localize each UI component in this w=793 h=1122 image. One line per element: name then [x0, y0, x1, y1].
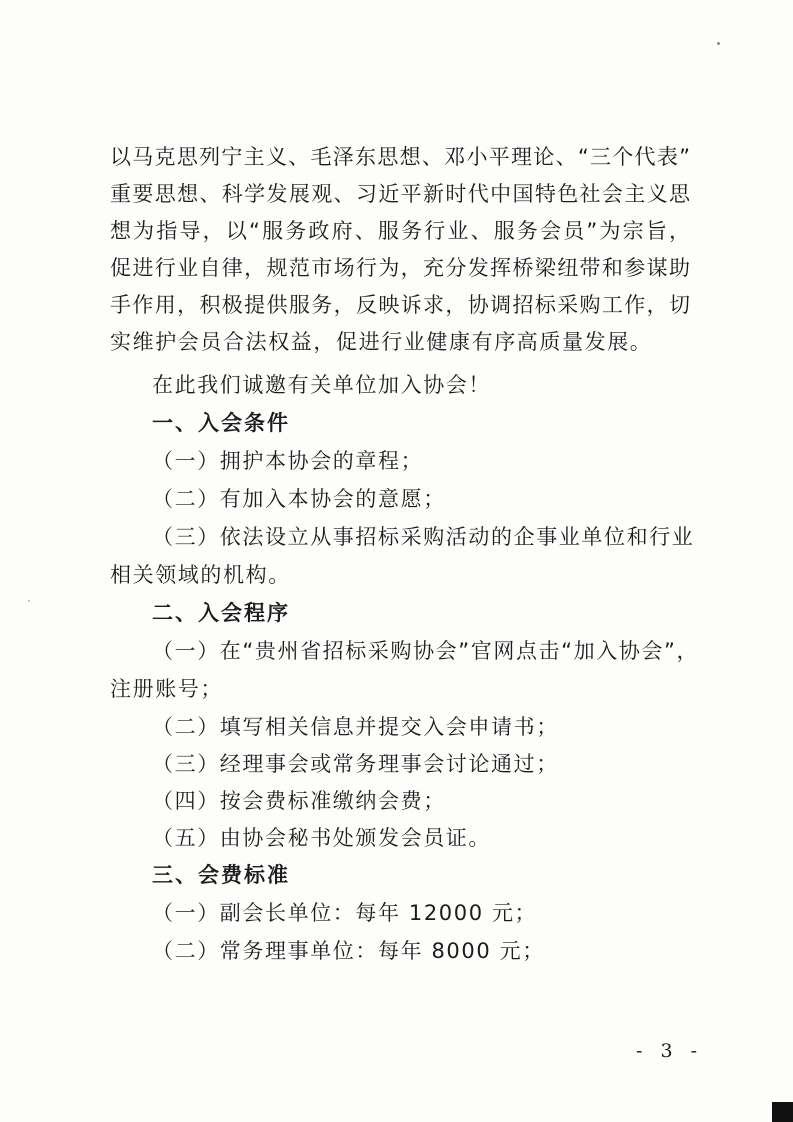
- scan-speck: [717, 42, 720, 45]
- list-item-continuation: 注册账号；: [110, 677, 223, 701]
- paragraph-line: 重要思想、科学发展观、习近平新时代中国特色社会主义思: [110, 182, 690, 206]
- list-item: （二）常务理事单位：每年 8000 元；: [152, 939, 545, 963]
- list-item-continuation: 相关领域的机构。: [110, 563, 291, 587]
- list-item: （五）由协会秘书处颁发会员证。: [152, 826, 491, 850]
- list-item: （一）在“贵州省招标采购协会”官网点击“加入协会”，: [152, 639, 700, 663]
- list-item: （二）填写相关信息并提交入会申请书；: [152, 715, 559, 739]
- list-item: （三）经理事会或常务理事会讨论通过；: [152, 752, 559, 776]
- paragraph-line: 以马克思列宁主义、毛泽东思想、邓小平理论、“三个代表”: [110, 145, 690, 169]
- paragraph-line: 实维护会员合法权益，促进行业健康有序高质量发展。: [110, 330, 653, 354]
- paragraph-line: 手作用，积极提供服务，反映诉求，协调招标采购工作，切: [110, 293, 690, 317]
- section-heading: 二、入会程序: [152, 601, 290, 625]
- paragraph-line: 想为指导，以“服务政府、服务行业、服务会员”为宗旨，: [110, 219, 690, 243]
- section-heading: 一、入会条件: [152, 411, 290, 435]
- list-item: （四）按会费标准缴纳会费；: [152, 789, 446, 813]
- list-item: （二）有加入本协会的意愿；: [152, 487, 446, 511]
- invitation-text: 在此我们诚邀有关单位加入协会！: [152, 373, 491, 397]
- scan-edge-mark: [772, 1102, 793, 1122]
- list-item: （一）拥护本协会的章程；: [152, 449, 424, 473]
- list-item: （三）依法设立从事招标采购活动的企事业单位和行业: [152, 525, 695, 549]
- scan-speck: [28, 600, 30, 602]
- paragraph-line: 促进行业自律，规范市场行为，充分发挥桥梁纽带和参谋助: [110, 256, 690, 280]
- list-item: （一）副会长单位：每年 12000 元；: [152, 901, 538, 925]
- page-number: - 3 -: [636, 1040, 704, 1062]
- section-heading: 三、会费标准: [152, 863, 290, 887]
